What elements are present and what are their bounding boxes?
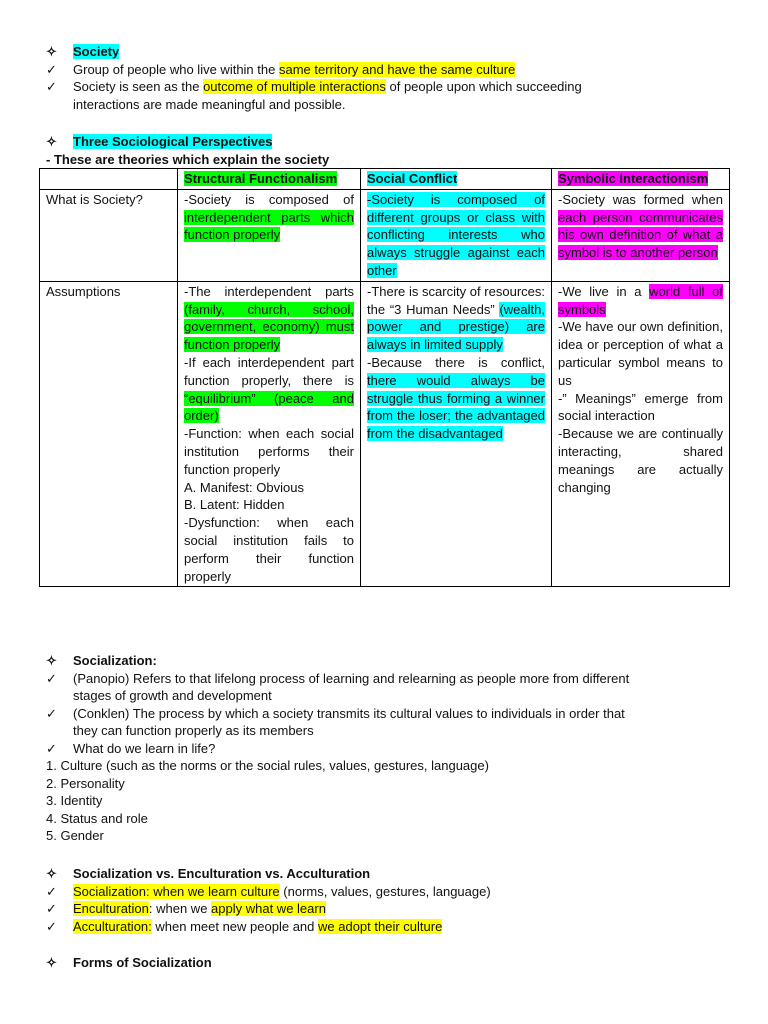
list-item: 3. Identity (46, 793, 103, 808)
perspectives-table (39, 168, 730, 587)
society-section (46, 43, 728, 113)
checkmark-icon: ✓ (46, 883, 57, 899)
bullet-text: Society is seen as the (73, 79, 204, 94)
checkmark-icon: ✓ (46, 740, 57, 756)
society-bullet-1 (46, 61, 728, 79)
table-cell: -Society was formed when each person communicates his own definition of what a symbol is to another person (552, 189, 730, 281)
highlight-text: outcome of multiple interactions (203, 79, 386, 94)
forms-heading-line (46, 954, 728, 972)
bullet-text: Group of people who live within the (73, 61, 279, 77)
list-item: 4. Status and role (46, 810, 148, 826)
bullet-text: of people upon which succeeding (385, 79, 582, 94)
socialization-bullet-3: ✓ What do we learn in life? (46, 740, 216, 756)
diamond-bullet-icon: ✧ (46, 134, 57, 149)
table-cell: -Society is composed of different groups or class with conflicting interests who always struggle against each other (361, 189, 552, 281)
column-header: Symbolic Interactionism (552, 169, 730, 190)
perspectives-section (46, 133, 728, 168)
row-label: What is Society? (40, 189, 178, 281)
table-cell: -Society is composed of interdependent parts which function properly (178, 189, 361, 281)
perspectives-heading: Three Sociological Perspectives (73, 134, 273, 149)
row-label: Assumptions (40, 281, 178, 587)
comparison-bullet-2: ✓ Enculturation: when we apply what we learn (46, 901, 326, 916)
comparison-heading-line (46, 865, 728, 883)
socialization-heading-line (46, 652, 728, 670)
column-header: Social Conflict (361, 169, 552, 190)
checkmark-icon: ✓ (46, 705, 57, 721)
comparison-bullet-3: ✓ Acculturation: when meet new people and we adopt their culture (46, 918, 443, 934)
checkmark-icon: ✓ (46, 918, 57, 934)
table-cell: -There is scarcity of resources: the “3 Human Needs” (wealth, power and prestige) are always in limited supply -Because there is conflict, there would always be struggle thus forming a winner from the loser; the advantaged from the disadvantaged (361, 281, 552, 587)
society-heading-line (46, 43, 728, 61)
table-cell: -The interdependent parts (family, church, school, government, economy) must function properly -If each interdependent part function properly, there is “equilibrium” (peace and order) -Function: when each social institution performs their function properly A. Manifest: Obvious B. Latent: Hidden -Dysfunction: when each social institution fails to perform their function properly (178, 281, 361, 587)
comparison-heading: Socialization vs. Enculturation vs. Acculturation (73, 866, 371, 881)
forms-heading: Forms of Socialization (73, 955, 212, 970)
diamond-bullet-icon: ✧ (46, 866, 57, 881)
perspectives-heading-line (46, 133, 728, 151)
comparison-section (46, 865, 728, 935)
forms-section (46, 954, 728, 972)
diamond-bullet-icon: ✧ (46, 44, 57, 59)
socialization-bullet-2: ✓ (Conklen) The process by which a society transmits its cultural values to individuals in order that (46, 705, 625, 721)
society-bullet-2-continued: interactions are made meaningful and possible. (73, 96, 346, 112)
column-header: Structural Functionalism (178, 169, 361, 190)
checkmark-icon: ✓ (46, 61, 57, 77)
diamond-bullet-icon: ✧ (46, 653, 57, 668)
list-item: 1. Culture (such as the norms or the social rules, values, gestures, language) (46, 758, 489, 773)
socialization-bullet-1-continued: stages of growth and development (73, 688, 272, 703)
diamond-bullet-icon: ✧ (46, 955, 57, 970)
table-header-row (40, 169, 730, 190)
checkmark-icon: ✓ (46, 79, 57, 94)
socialization-bullet-2-continued: they can function properly as its members (73, 723, 314, 738)
society-bullet-2 (46, 78, 728, 96)
checkmark-icon: ✓ (46, 670, 57, 686)
highlight-text: same territory and have the same culture (278, 61, 516, 77)
comparison-bullet-1: ✓ Socialization: when we learn culture (norms, values, gestures, language) (46, 883, 491, 899)
table-row (40, 189, 730, 281)
table-row (40, 281, 730, 587)
socialization-section (46, 652, 728, 845)
checkmark-icon: ✓ (46, 901, 57, 916)
table-corner-cell (40, 169, 178, 190)
list-item: 2. Personality (46, 775, 125, 791)
society-heading: Society (73, 44, 120, 59)
socialization-bullet-1: ✓ (Panopio) Refers to that lifelong process of learning and relearning as people more from different (46, 670, 630, 686)
list-item: 5. Gender (46, 828, 104, 843)
perspectives-subtitle: - These are theories which explain the society (46, 151, 330, 167)
socialization-heading: Socialization: (73, 653, 157, 668)
table-cell: -We live in a world full of symbols -We have our own definition, idea or perception of what a particular symbol means to us -” Meanings” emerge from social interaction -Because we are continually interacting, shared meanings are actually changing (552, 281, 730, 587)
